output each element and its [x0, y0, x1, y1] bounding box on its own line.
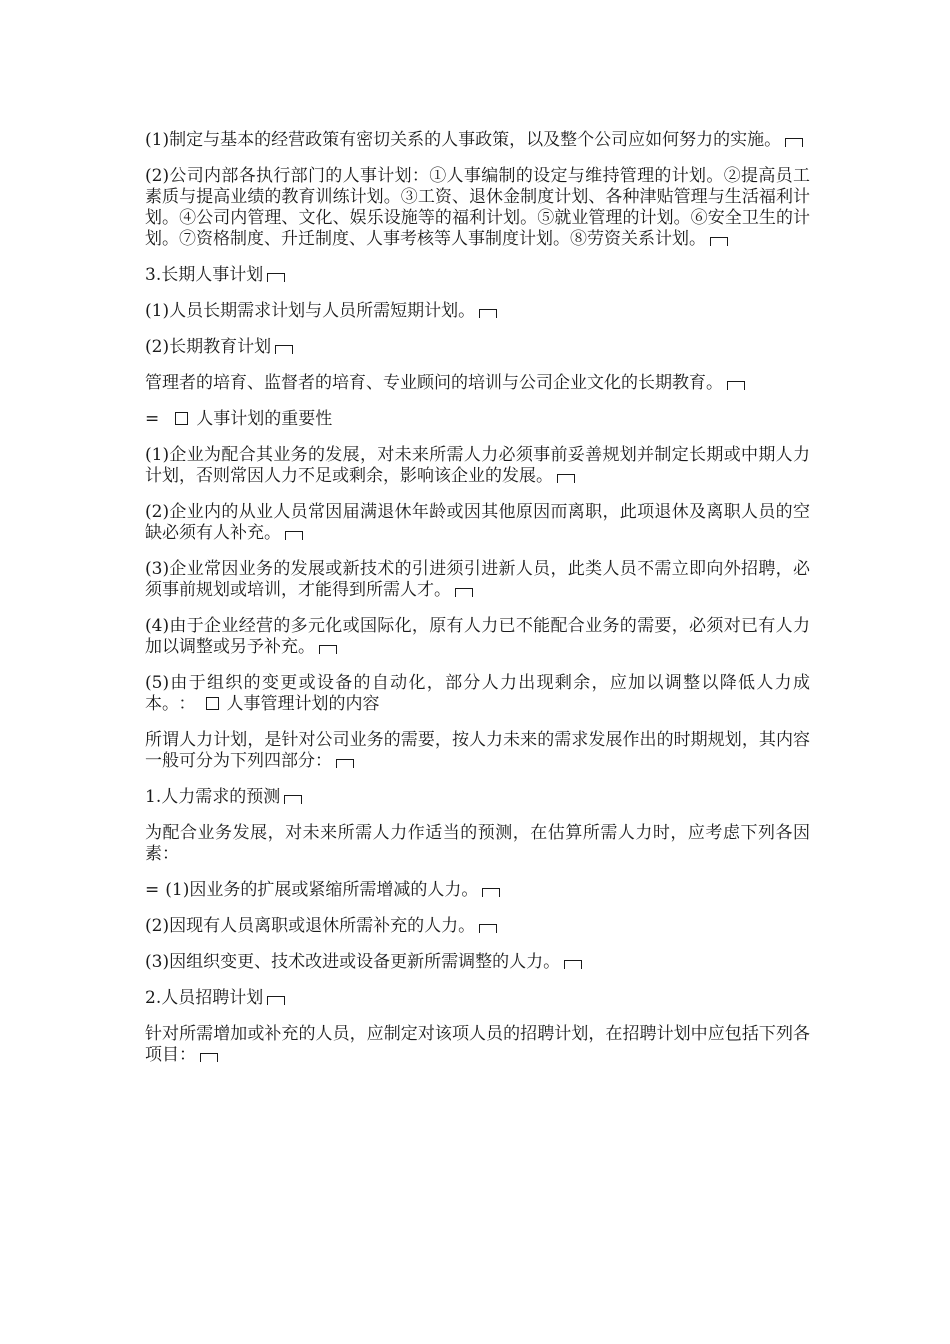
paragraph-13: 所谓人力计划，是针对公司业务的需要，按人力未来的需求发展作出的时期规划，其内容一般可分为下列四部分： [145, 730, 810, 771]
paragraph-2: (2)公司内部各执行部门的人事计划：①人事编制的设定与维持管理的计划。②提高员工素质与提高业绩的教育训练计划。③工资、退休金制度计划、各种津贴管理与生活福利计划。④公司内管理、文化、娱乐设施等的福利计划。⑤就业管理的计划。⑥安全卫生的计划。⑦资格制度、升迁制度、人事考核等人事制度计划。⑧劳资关系计划。 [145, 166, 810, 249]
paragraph-mark-icon [564, 960, 582, 969]
paragraph-6: 管理者的培育、监督者的培育、专业顾问的培训与公司企业文化的长期教育。 [145, 373, 810, 394]
paragraph-10: (3)企业常因业务的发展或新技术的引进须引进新人员，此类人员不需立即向外招聘，必须事前规划或培训，才能得到所需人才。 [145, 559, 810, 600]
paragraph-18: (3)因组织变更、技术改进或设备更新所需调整的人力。 [145, 952, 810, 973]
paragraph-5: (2)长期教育计划 [145, 337, 810, 358]
paragraph-mark-icon [557, 474, 575, 483]
paragraph-12: (5)由于组织的变更或设备的自动化，部分人力出现剩余，应加以调整以降低人力成本。 ： 人事管理计划的内容 [145, 673, 810, 714]
paragraph-mark-icon [285, 531, 303, 540]
section-heading-importance: = 人事计划的重要性 [145, 409, 333, 429]
inline-colon: ： [178, 694, 196, 714]
checkbox-square-icon [175, 412, 188, 425]
paragraph-20: 针对所需增加或补充的人员，应制定对该项人员的招聘计划，在招聘计划中应包括下列各项目： [145, 1024, 810, 1065]
paragraph-mark-icon [482, 888, 500, 897]
paragraph-mark-icon [284, 795, 302, 804]
bullet-prefix: = [145, 409, 160, 429]
paragraph-mark-icon [267, 273, 285, 282]
paragraph-4: (1)人员长期需求计划与人员所需短期计划。 [145, 301, 810, 322]
paragraph-15: 为配合业务发展，对未来所需人力作适当的预测，在估算所需人力时，应考虑下列各因素： [145, 823, 810, 864]
paragraph-9: (2)企业内的从业人员常因届满退休年龄或因其他原因而离职，此项退休及离职人员的空缺必须有人补充。 [145, 502, 810, 543]
paragraph-mark-icon [785, 138, 803, 147]
paragraph-17: (2)因现有人员离职或退休所需补充的人力。 [145, 916, 810, 937]
paragraph-8: (1)企业为配合其业务的发展，对未来所需人力必须事前妥善规划并制定长期或中期人力计划，否则常因人力不足或剩余，影响该企业的发展。 [145, 445, 810, 486]
bullet-prefix: = [145, 880, 160, 900]
paragraph-11: (4)由于企业经营的多元化或国际化，原有人力已不能配合业务的需要，必须对已有人力加以调整或另予补充。 [145, 616, 810, 657]
paragraph-1: (1)制定与基本的经营政策有密切关系的人事政策，以及整个公司应如何努力的实施。 [145, 130, 810, 151]
section-heading-long-term-plan: 3.长期人事计划 [145, 265, 810, 286]
document-page [145, 130, 810, 1081]
paragraph-mark-icon [479, 924, 497, 933]
paragraph-mark-icon [479, 309, 497, 318]
section-heading-recruitment: 2.人员招聘计划 [145, 988, 810, 1009]
paragraph-mark-icon [267, 996, 285, 1005]
paragraph-mark-icon [200, 1053, 218, 1062]
paragraph-mark-icon [336, 759, 354, 768]
checkbox-square-icon [206, 697, 219, 710]
paragraph-mark-icon [319, 645, 337, 654]
section-heading-content: 人事管理计划的内容 [226, 694, 380, 714]
paragraph-16: = (1)因业务的扩展或紧缩所需增减的人力。 [145, 880, 810, 901]
paragraph-mark-icon [455, 588, 473, 597]
section-heading-demand-forecast: 1.人力需求的预测 [145, 787, 810, 808]
paragraph-mark-icon [275, 345, 293, 354]
paragraph-mark-icon [727, 381, 745, 390]
paragraph-mark-icon [710, 237, 728, 246]
